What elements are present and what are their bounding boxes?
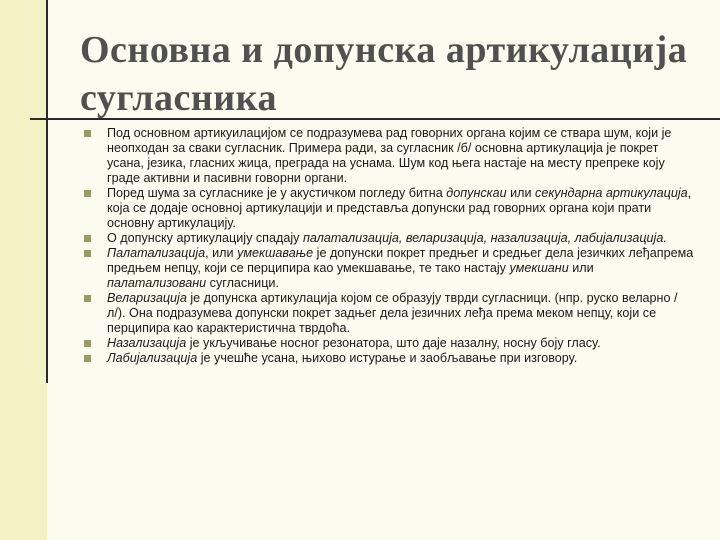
- bullet-text: је укључивање носног резонатора, што даје назалну, носну боју гласу.: [186, 336, 601, 350]
- bullet-item: [84, 336, 694, 351]
- bullet-text: Поред шума за сугласнике је у акустичком погледу битна: [107, 186, 447, 200]
- bullet-list: [84, 126, 694, 366]
- bullet-term: палатализовани: [107, 276, 207, 290]
- bullet-term: Веларизација: [107, 291, 187, 305]
- vertical-rule: [46, 0, 48, 383]
- bullet-text: је учешће усана, њихово истурање и заобљавање при изговору.: [197, 351, 578, 365]
- bullet-item: [84, 186, 694, 231]
- bullet-text: , или: [205, 246, 238, 260]
- side-band: [0, 0, 47, 540]
- bullet-text: је допунска артикулација којом се образују тврди сугласници. (нпр. руско веларно /л/). Она подразумева допунски покрет задњег дела језичних леђа према меком непцу, који се перципира као карактеристична тврдоћа.: [107, 291, 678, 335]
- bullet-term: Назализација: [107, 336, 187, 350]
- bullet-item: [84, 231, 694, 246]
- bullet-term: умекшавање: [237, 246, 314, 260]
- bullet-item: [84, 246, 694, 291]
- bullet-item: [84, 291, 694, 336]
- bullet-text: , која се додаје основној артикулацији и представља допунски рад говорних органа који прати основну артикулацију.: [107, 186, 692, 230]
- bullet-term: Лабијализација: [107, 351, 198, 365]
- bullet-term: умекшани: [509, 261, 569, 275]
- bullet-text: или: [568, 261, 594, 275]
- bullet-term: допунскаи: [446, 186, 507, 200]
- slide-title: Основна и допунска артикулација сугласника: [80, 29, 688, 119]
- bullet-term: палатализација, веларизација, назализација, лабијализација.: [302, 231, 667, 245]
- bullet-text: или: [506, 186, 536, 200]
- bullet-item: [84, 126, 694, 186]
- bullet-text: О допунску артикулацију спадају: [107, 231, 303, 245]
- bullet-text: је допунски покрет предњег и средњег дела језичких леђапрема предњем непцу, који се перципира као умекшавање, те тако настају: [107, 246, 694, 275]
- bullet-text: Под основном артикуилацијом се подразумева рад говорних органа којим се ствара шум, који је неопходан за сваки сугласник. Примера ради, за сугласник /б/ основна артикулација је покрет усана, језика, гласних жица, преграда на уснама. Шум код њега настаје на месту препреке коју граде активни и пасивни говорни органи.: [107, 126, 672, 185]
- bullet-item: [84, 351, 694, 366]
- bullet-text: сугласници.: [206, 276, 279, 290]
- bullet-term: Палатализација: [107, 246, 206, 260]
- bullet-term: секундарна артикулација: [535, 186, 688, 200]
